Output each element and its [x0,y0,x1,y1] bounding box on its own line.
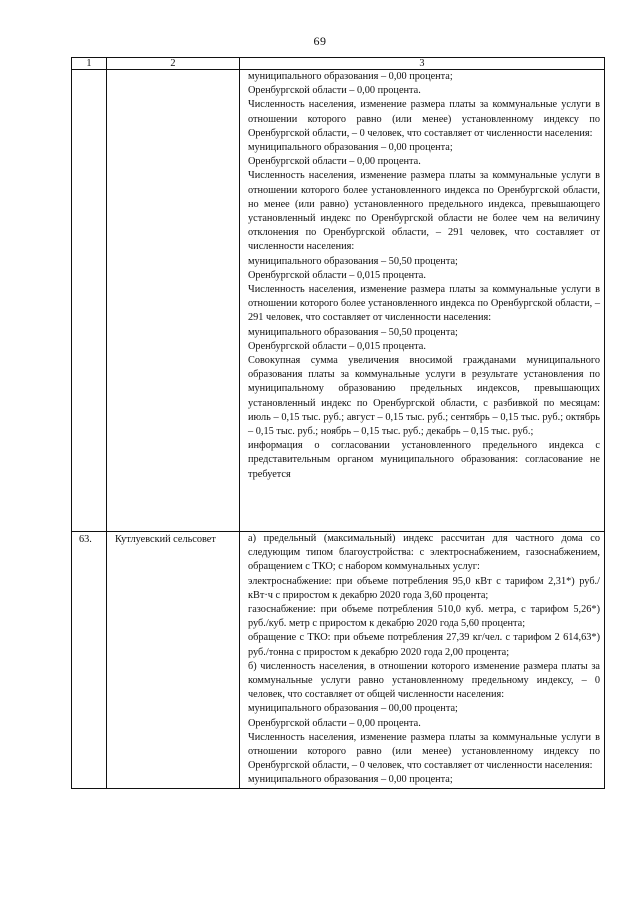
paragraph: б) численность населения, в отношении которого изменение размера платы за коммунальные услуги равно установленному предельному индексу, – 0 человек, что составляет от общей численности населения: [248,660,600,701]
paragraph: Совокупная сумма увеличения вносимой гражданами муниципального образования платы за коммунальные услуги в результате установления по муниципальному образованию предельных индексов, превышающих установленный индекс по Оренбургской области, с разбивкой по месяцам: июль – 0,15 тыс. руб.; август – 0,15 тыс. руб.; сентябрь – 0,15 тыс. руб.; октябрь – 0,15 тыс. руб.; ноябрь – 0,15 тыс. руб.; декабрь – 0,15 тыс. руб.; [248,355,600,438]
row-content [240,532,605,789]
paragraph: Численность населения, изменение размера платы за коммунальные услуги в отношении которого равно (или менее) установленному индексу по Оренбургской области, – 0 человек, что составляет от численности населения: [248,99,600,139]
row-name [107,70,240,532]
paragraph: Численность населения, изменение размера платы за коммунальные услуги в отношении которого более установленного индекса по Оренбургской области, – 291 человек, что составляет от численности населения: [248,284,600,324]
paragraph: муниципального образования – 50,50 процента; [248,326,458,338]
paragraph: газоснабжение: при объеме потребления 510,0 куб. метра, с тарифом 5,26*) руб./куб. метр с приростом к декабрю 2020 года 5,60 процента; [248,604,600,630]
row-content [240,70,605,532]
column-header-1: 1 [72,58,107,70]
paragraph: Численность населения, изменение размера платы за коммунальные услуги в отношении которого равно (или менее) установленному индексу по Оренбургской области, – 0 человек, что составляет от численности населения: [248,731,600,772]
paragraph: муниципального образования – 00,00 процента; [248,703,458,715]
paragraph: Численность населения, изменение размера платы за коммунальные услуги в отношении которого более установленного индекса по Оренбургской области, но менее (или равно) установленного предельного индекса, превышающего установленный индекс по Оренбургской области не более чем на величину отклонения по Оренбургской области, – 291 человек, что составляет от численности населения: [248,170,600,253]
row-number: 63. [72,532,107,789]
paragraph: а) предельный (максимальный) индекс рассчитан для частного дома со следующим типом благоустройства: с электроснабжением, газоснабжением, обращением с ТКО; с набором коммунальных услуг: [248,533,600,573]
row-number [72,70,107,532]
paragraph: муниципального образования – 0,00 процента; [248,71,453,82]
row-name: Кутлуевский сельсовет [107,532,240,789]
paragraph: электроснабжение: при объеме потребления 95,0 кВт с тарифом 2,31*) руб./кВт·ч с приростом к декабрю 2020 года 3,60 процента; [248,575,600,601]
paragraph: Оренбургской области – 0,015 процента. [248,269,426,281]
table-header-row [72,58,605,70]
paragraph: обращение с ТКО: при объеме потребления 27,39 кг/чел. с тарифом 2 614,63*) руб./тонна с приростом к декабрю 2020 года 2,00 процента; [248,632,600,658]
paragraph: информация о согласовании установленного предельного индекса с представительным органом муниципального образования: согласование не требуется [248,440,600,480]
column-header-3: 3 [240,58,605,70]
column-header-2: 2 [107,58,240,70]
paragraph: муниципального образования – 0,00 процента; [248,142,453,154]
table-row [72,70,605,532]
paragraph: Оренбургской области – 0,015 процента. [248,340,426,352]
table-row [72,532,605,789]
paragraph: муниципального образования – 50,50 процента; [248,255,458,267]
paragraph: Оренбургской области – 0,00 процента. [248,85,421,97]
document-table [71,57,605,789]
page-number: 69 [313,34,327,48]
paragraph: Оренбургской области – 0,00 процента. [248,156,421,168]
paragraph: муниципального образования – 0,00 процента; [248,774,453,786]
paragraph: Оренбургской области – 0,00 процента. [248,717,421,729]
